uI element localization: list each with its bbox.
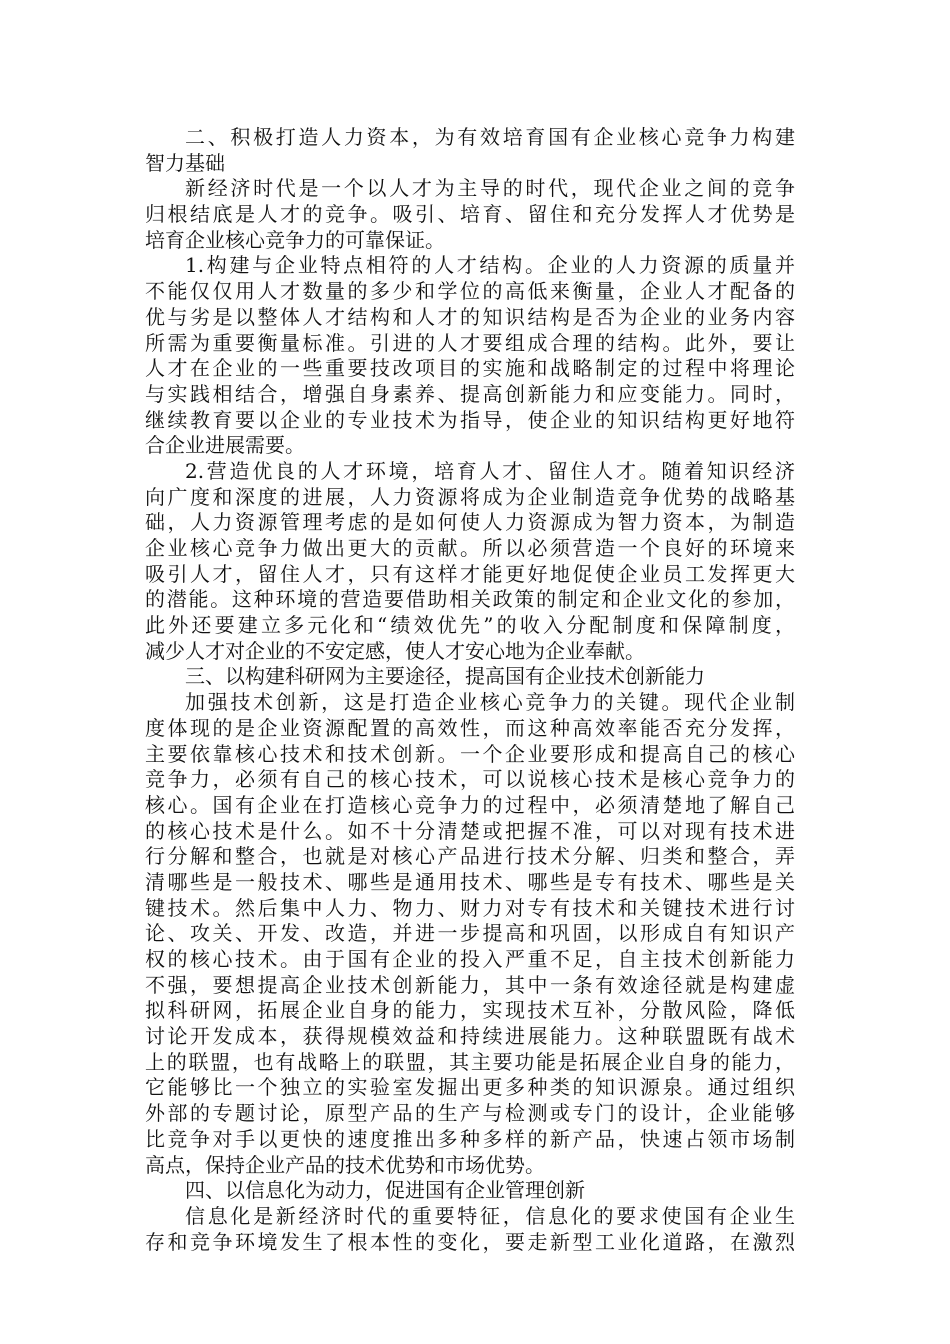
text-line: 它能够比一个独立的实验室发掘出更多种类的知识源泉。通过组织 <box>145 1075 795 1100</box>
text-line: 减少人才对企业的不安定感，使人才安心地为企业奉献。 <box>145 638 645 663</box>
text-line: 论、攻关、开发、改造，并进一步提高和巩固，以形成自有知识产 <box>145 921 795 946</box>
text-line: 比竞争对手以更快的速度推出多种多样的新产品，快速占领市场制 <box>145 1126 795 1151</box>
text-line: 吸引人才，留住人才，只有这样才能更好地促使企业员工发挥更大 <box>145 561 795 586</box>
text-line: 企业核心竞争力做出更大的贡献。所以必须营造一个良好的环境来 <box>145 536 795 560</box>
text-line: 1.构建与企业特点相符的人才结构。企业的人力资源的质量并 <box>185 253 795 278</box>
text-line: 四、以信息化为动力，促进国有企业管理创新 <box>185 1178 585 1203</box>
text-line: 合企业进展需要。 <box>145 433 305 458</box>
text-line: 培育企业核心竞争力的可靠保证。 <box>145 227 445 252</box>
text-line: 与实践相结合，增强自身素养、提高创新能力和应变能力。同时， <box>145 381 795 406</box>
text-line: 外部的专题讨论，原型产品的生产与检测或专门的设计，企业能够 <box>145 1101 795 1126</box>
text-line: 高点，保持企业产品的技术优势和市场优势。 <box>145 1152 545 1177</box>
text-line: 归根结底是人才的竞争。吸引、培育、留住和充分发挥人才优势是 <box>145 202 795 227</box>
text-line: 的核心技术是什么。如不十分清楚或把握不准，可以对现有技术进 <box>145 818 795 843</box>
text-line: 行分解和整合，也就是对核心产品进行技术分解、归类和整合，弄 <box>145 844 795 869</box>
text-line: 二、积极打造人力资本，为有效培育国有企业核心竞争力构建 <box>185 125 795 149</box>
text-line: 核心。国有企业在打造核心竞争力的过程中，必须清楚地了解自己 <box>145 792 795 817</box>
text-line: 不强，要想提高企业技术创新能力，其中一条有效途径就是构建虚 <box>145 972 795 997</box>
text-line: 的潜能。这种环境的营造要借助相关政策的制定和企业文化的参加， <box>145 587 795 612</box>
text-line: 上的联盟，也有战略上的联盟，其主要功能是拓展企业自身的能力， <box>145 1049 795 1074</box>
text-line: 权的核心技术。由于国有企业的投入严重不足，自主技术创新能力 <box>145 947 795 971</box>
text-line: 存和竞争环境发生了根本性的变化，要走新型工业化道路，在激烈 <box>145 1229 795 1254</box>
text-line: 讨论开发成本，获得规模效益和持续进展能力。这种联盟既有战术 <box>145 1024 795 1049</box>
text-line: 主要依靠核心技术和技术创新。一个企业要形成和提高自己的核心 <box>145 741 795 766</box>
text-line: 优与劣是以整体人才结构和人才的知识结构是否为企业的业务内容 <box>145 304 795 329</box>
text-line: 加强技术创新，这是打造企业核心竞争力的关键。现代企业制 <box>185 690 795 715</box>
text-line: 度体现的是企业资源配置的高效性，而这种高效率能否充分发挥， <box>145 715 795 740</box>
text-line: 清哪些是一般技术、哪些是通用技术、哪些是专有技术、哪些是关 <box>145 869 795 894</box>
text-line: 继续教育要以企业的专业技术为指导，使企业的知识结构更好地符 <box>145 407 795 432</box>
text-line: 智力基础 <box>145 150 225 175</box>
text-line: 键技术。然后集中人力、物力、财力对专有技术和关键技术进行讨 <box>145 895 795 920</box>
text-line: 所需为重要衡量标准。引进的人才要组成合理的结构。此外，要让 <box>145 330 795 355</box>
text-line: 三、以构建科研网为主要途径，提高国有企业技术创新能力 <box>185 664 705 689</box>
text-line: 拟科研网，拓展企业自身的能力，实现技术互补，分散风险，降低 <box>145 998 795 1023</box>
text-line: 向广度和深度的进展，人力资源将成为企业制造竞争优势的战略基 <box>145 484 795 509</box>
text-line: 此外还要建立多元化和“绩效优先”的收入分配制度和保障制度， <box>145 613 795 638</box>
text-line: 信息化是新经济时代的重要特征，信息化的要求使国有企业生 <box>185 1203 795 1228</box>
text-line: 2.营造优良的人才环境，培育人才、留住人才。随着知识经济 <box>185 458 795 483</box>
text-line: 础，人力资源管理考虑的是如何使人力资源成为智力资本，为制造 <box>145 510 795 535</box>
document-body <box>145 125 795 1255</box>
text-line: 人才在企业的一些重要技改项目的实施和战略制定的过程中将理论 <box>145 356 795 381</box>
text-line: 新经济时代是一个以人才为主导的时代，现代企业之间的竞争 <box>185 176 795 201</box>
text-line: 竞争力，必须有自己的核心技术，可以说核心技术是核心竞争力的 <box>145 767 795 792</box>
text-line: 不能仅仅用人才数量的多少和学位的高低来衡量，企业人才配备的 <box>145 279 795 304</box>
